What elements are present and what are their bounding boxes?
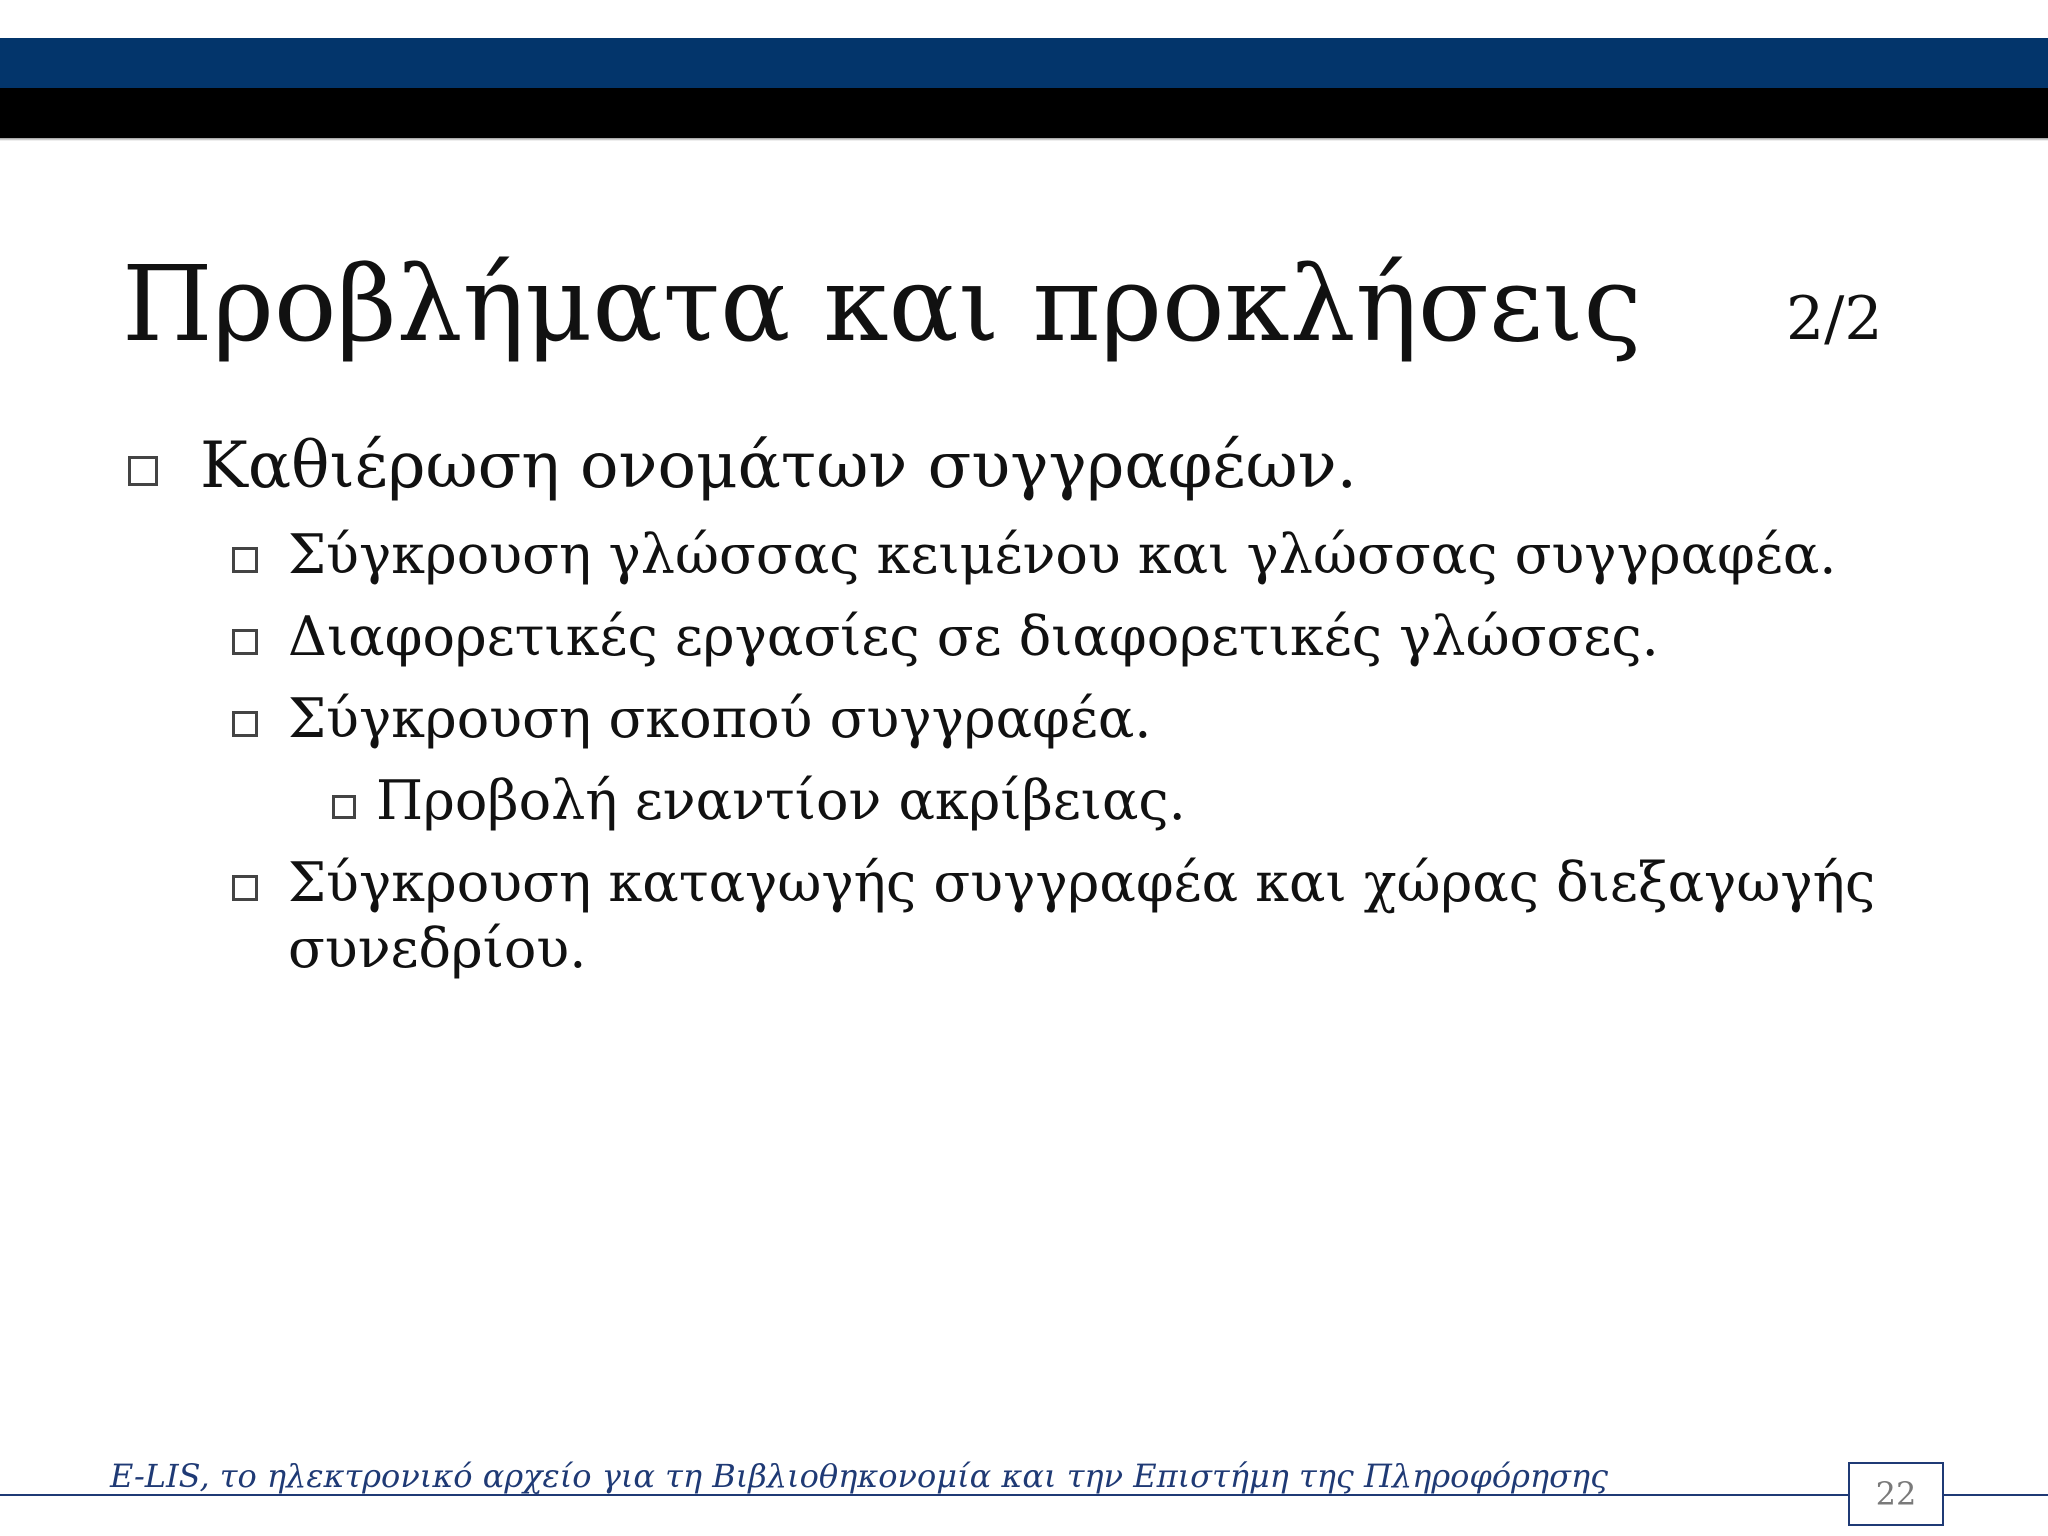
header-bar-blue — [0, 38, 2048, 88]
slide-counter: 2/2 — [1786, 284, 1883, 354]
list-item-text: Καθιέρωση ονομάτων συγγραφέων. — [200, 429, 1357, 503]
square-bullet-icon — [232, 711, 258, 737]
square-bullet-icon — [128, 456, 158, 486]
square-bullet-icon — [232, 547, 258, 573]
list-item-text: Προβολή εναντίον ακρίβειας. — [376, 769, 1186, 832]
footer-text: E-LIS, το ηλεκτρονικό αρχείο για τη Βιβλιοθηκονομία και την Επιστήμη της Πληροφόρησης — [110, 1457, 1608, 1495]
list-item-text: Διαφορετικές εργασίες σε διαφορετικές γλώσσες. — [288, 605, 1659, 668]
slide-title: Προβλήματα και προκλήσεις — [122, 243, 1642, 365]
list-item-text-continuation: συνεδρίου. — [288, 917, 587, 980]
header-bar-shadow — [0, 138, 2048, 141]
page-number: 22 — [1848, 1462, 1944, 1526]
square-bullet-icon — [232, 875, 258, 901]
list-item-text: Σύγκρουση καταγωγής συγγραφέα και χώρας διεξαγωγής — [288, 851, 1876, 914]
list-item-text: Σύγκρουση γλώσσας κειμένου και γλώσσας συγγραφέα. — [288, 523, 1837, 586]
square-bullet-icon — [232, 629, 258, 655]
list-item-text: Σύγκρουση σκοπού συγγραφέα. — [288, 687, 1152, 750]
header-bar-black — [0, 88, 2048, 138]
square-bullet-icon — [332, 795, 356, 819]
